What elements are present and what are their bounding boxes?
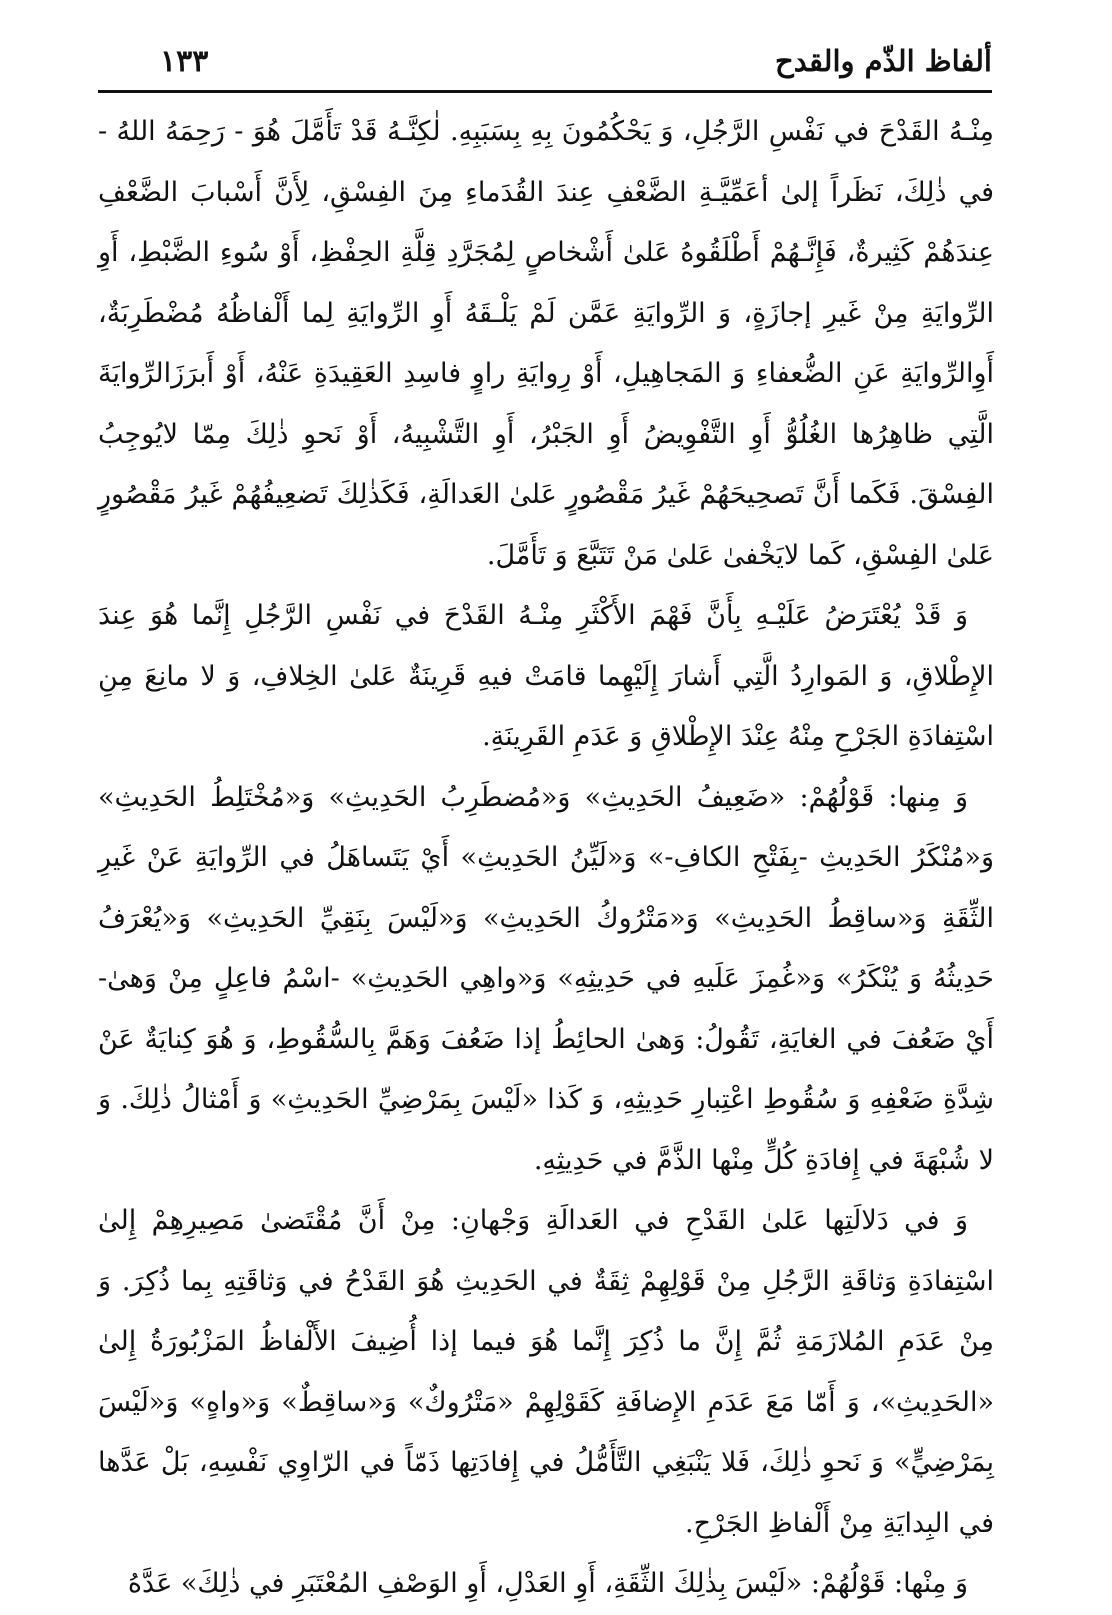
paragraph: وَ في دَلالَتِها عَلىٰ القَدْحِ في العَدالَةِ وَجْهانِ: مِنْ أَنَّ مُقْتَضىٰ مَصِيرِهِمْ إِلىٰ اسْتِفادَةِ وَثاقَةِ الرَّجُلِ مِنْ قَوْلِهِمْ ثِقَةٌ في الحَدِيثِ هُوَ القَدْحُ في وَثاقَتِهِ بِما ذُكِرَ. وَ مِنْ عَدَمِ المُلازَمَةِ ثُمَّ إِنَّ ما ذُكِرَ إِنَّما هُوَ فيما إذا أُضِيفَ الأَلْفاظُ المَزْبُورَةُ إِلىٰ «الحَدِيثِ»، وَ أَمّا مَعَ عَدَمِ الإِضافَةِ كَقَوْلِهِمْ «مَتْرُوكٌ» وَ«ساقِطٌ» وَ«واهٍ» وَ«لَيْسَ بِمَرْضِيٍّ» وَ نَحوِ ذٰلِكَ، فَلا يَنْبَغِي التَّأَمُّلُ في إِفادَتِها ذَمّاً في الرّاوِي نَفْسِهِ، بَلْ عَدَّها في البِدايَةِ مِنْ أَلْفاظِ الجَرْحِ. [98,1205,994,1539]
paragraph: وَ مِنها: قَوْلُهُمْ: «ضَعِيفُ الحَدِيثِ» وَ«مُضطَرِبُ الحَدِيثِ» وَ«مُخْتَلِطُ الحَدِيثِ» وَ«مُنْكَرُ الحَدِيثِ -بِفَتْحِ الكافِ-» وَ«لَيِّنُ الحَدِيثِ» أَيْ يَتَساهَلُ في الرِّوايَةِ عَنْ غَيرِ الثِّقَةِ وَ«ساقِطُ الحَدِيثِ» وَ«مَتْرُوكُ الحَدِيثِ» وَ«لَيْسَ بِنَقِيِّ الحَدِيثِ» وَ«يُعْرَفُ حَدِيثُهُ وَ يُنْكَرُ» وَ«غُمِزَ عَلَيهِ في حَدِيثِهِ» وَ«واهِي الحَدِيثِ» -اسْمُ فاعِلٍ مِنْ وَهىٰ- أَيْ ضَعُفَ في الغايَةِ، تَقُولُ: وَهىٰ الحائِطُ إذا ضَعُفَ وَهَمَّ بِالسُّقُوطِ، وَ هُوَ كِنايَةٌ عَنْ شِدَّةِ ضَعْفِهِ وَ سُقُوطِ اعْتِبارِ حَدِيثِهِ، وَ كَذا «لَيْسَ بِمَرْضِيِّ الحَدِيثِ» وَ أَمْثالُ ذٰلِكَ. وَ لا شُبْهَةَ في إِفادَةِ كُلٍّ مِنْها الذَّمَّ في حَدِيثِهِ. [98,781,994,1176]
header-rule [98,90,992,93]
paragraph: وَ قَدْ يُعْتَرَضُ عَلَيْـهِ بِأَنَّ فَهْمَ الأَكْثَرِ مِنْـهُ القَدْحَ في نَفْسِ الرَّجُلِ إِنَّما هُوَ عِندَ الإِطْلاقِ، وَ المَوارِدُ الَّتِي أَشارَ إِلَيْهِما قامَتْ فيهِ قَرِينَةٌ عَلىٰ الخِلافِ، وَ لا مانِعَ مِنِ اسْتِفادَةِ الجَرْحِ مِنْهُ عِنْدَ الإِطْلاقِ وَ عَدَمِ القَرِينَةِ. [98,600,994,752]
page-header [98,44,992,90]
running-title: ألفاظ الذّم والقدح [775,44,992,78]
body-text [98,102,994,1615]
paragraph: وَ مِنْها: قَوْلُهُمْ: «لَيْسَ بِذٰلِكَ الثِّقَةِ، أَوِ العَدْلِ، أَوِ الوَصْفِ المُعْتَبَرِ في ذٰلِكَ» عَدَّهُ [127,1568,968,1599]
paragraph: مِنْـهُ القَدْحَ في نَفْسِ الرَّجُلِ، وَ يَحْكُمُونَ بِهِ بِسَبَبِهِ. لٰكِنَّـهُ قَدْ تَأَمَّلَ هُوَ - رَحِمَهُ اللهُ - في ذٰلِكَ، نَظَراً إلىٰ أعَمِّيَّـةِ الضَّعْفِ عِندَ القُدَماءِ مِنَ الفِسْقِ، لِأَنَّ أَسْبابَ الضَّعْفِ عِندَهُمْ كَثِيرةٌ، فَإِنَّـهُمْ أَطْلَقُوهُ عَلىٰ أَشْخاصٍ لِمُجَرَّدِ قِلَّةِ الحِفْظِ، أَوْ سُوءِ الضَّبْطِ، أَوِ الرِّوايَةِ مِنْ غَيرِ إجازَةٍ، وَ الرِّوايَةِ عَمَّن لَمْ يَلْـقَهُ أَوِ الرِّوايَةِ لِما أَلْفاظُهُ مُضْطَرِبَةٌ، أَوِالرِّوايَةِ عَنِ الضُّعفاءِ وَ المَجاهِيلِ، أَوْ رِوايَةِ راوٍ فاسِدِ العَقِيدَةِ عَنْهُ، أَوْ أَبرَزَالرِّوايَةَ الَّتِي ظاهِرُها الغُلُوُّ أَوِ التَّفْوِيضُ أَوِ الجَبْرُ، أَوِ التَّشْبِيهُ، أَوْ نَحوِ ذٰلِكَ مِمّا لايُوجِبُ الفِسْقَ. فَكَما أَنَّ تَصحِيحَهُمْ غَيرُ مَقْصُورٍ عَلىٰ العَدالَةِ، فَكَذٰلِكَ تَضعِيفُهُمْ غَيرُ مَقْصُورٍ عَلىٰ الفِسْقِ، كَما لايَخْفىٰ عَلىٰ مَنْ تَتَبَّعَ وَ تَأَمَّلَ. [98,116,994,571]
page-number: ١٣٣ [160,44,209,79]
